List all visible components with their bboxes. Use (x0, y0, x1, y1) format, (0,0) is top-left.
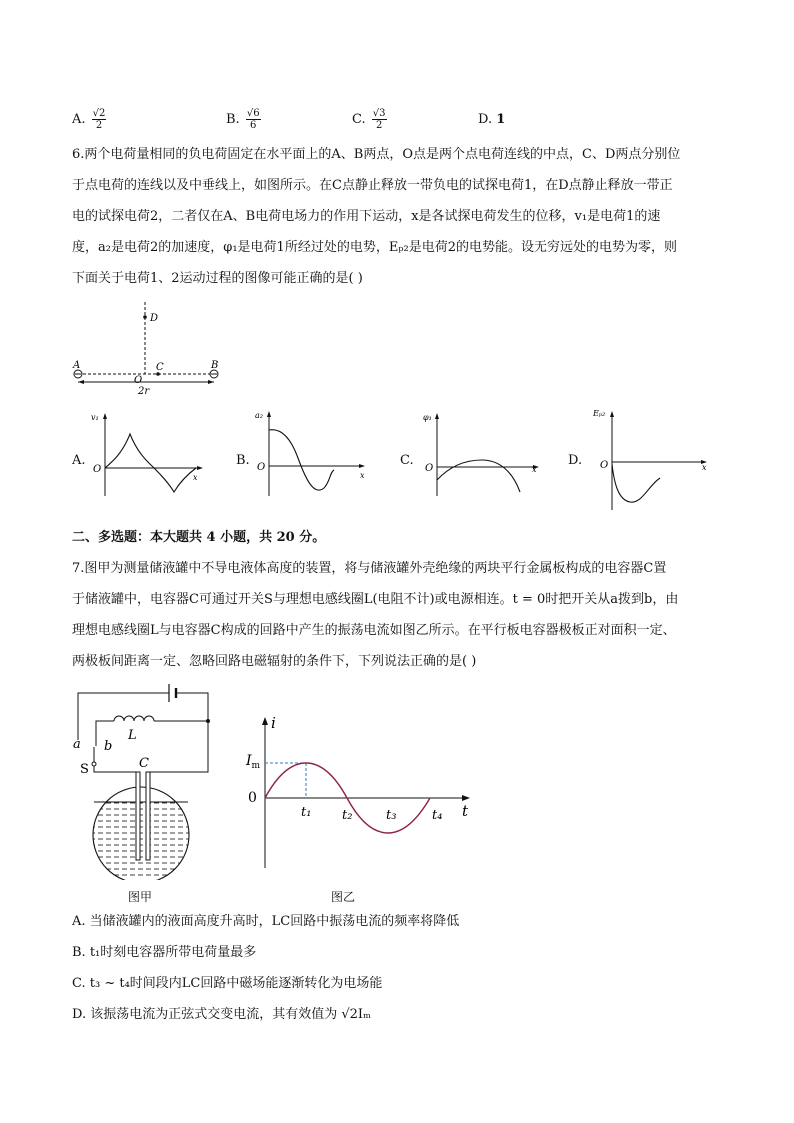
graph-b-option: B. (236, 453, 250, 468)
figure-yi-caption: 图乙 (331, 890, 356, 904)
q6-line-5: 下面关于电荷1、2运动过程的图像可能正确的是( ) (72, 271, 363, 286)
q5-option-a: A. $\frac{√2}{2}$ (72, 108, 106, 131)
graph-d-option: D. (568, 453, 583, 468)
fraction: $\frac{√2}{2}$ (92, 108, 106, 131)
graph-a-option: A. (72, 453, 86, 468)
fraction: $\frac{√3}{2}$ (372, 108, 386, 131)
zero-label: 0 (248, 790, 257, 806)
label-b: b (104, 739, 113, 754)
graph-c-option: C. (400, 453, 414, 468)
graph-a (88, 410, 208, 498)
circuit-figure (66, 680, 226, 880)
label-c: C (139, 756, 149, 771)
i-label: i (271, 714, 276, 732)
q5-option-c: C. $\frac{√3}{2}$ (352, 108, 386, 131)
q7-option-d: D. 该振荡电流为正弦式交变电流，其有效值为 √2Iₘ (72, 1007, 372, 1022)
y-axis-label: φ₁ (423, 413, 432, 422)
t1-label: t₁ (301, 805, 312, 820)
label-a: a (73, 737, 81, 752)
fraction: $\frac{√6}{6}$ (246, 108, 260, 131)
q6-line-4: 度，a₂是电荷2的加速度，φ₁是电荷1所经过处的电势，Eₚ₂是电荷2的电势能。设无穷远处的电势为零，则 (72, 240, 677, 255)
label-s: S (80, 762, 89, 777)
graph-d (590, 404, 716, 512)
origin-label: O (257, 462, 266, 473)
q7-line-1: 7.图甲为测量储液罐中不导电液体高度的装置，将与储液罐外壳绝缘的两块平行金属板构成的电容器C置 (72, 561, 667, 576)
x-axis-label: x (360, 471, 365, 480)
charge-figure (66, 298, 236, 396)
label-l: L (128, 728, 137, 743)
t4-label: t₄ (432, 808, 443, 823)
q6-line-1: 6.两个电荷量相同的负电荷固定在水平面上的A、B两点，O点是两个点电荷连线的中点，C、D两点分别位 (72, 147, 681, 162)
current-graph (240, 712, 480, 872)
label-d: D (150, 313, 159, 324)
graph-b (252, 408, 372, 500)
q7-option-a: A. 当储液罐内的液面高度升高时，LC回路中振荡电流的频率将降低 (72, 914, 460, 929)
label-2r: 2r (138, 386, 150, 396)
t3-label: t₃ (386, 808, 397, 823)
section-2-title: 二、多选题：本大题共 4 小题，共 20 分。 (72, 530, 326, 545)
q7-line-2: 于储液罐中，电容器C可通过开关S与理想电感线圈L(电阻不计)或电源相连。t = 0时把开关从a拨到b，由 (72, 592, 679, 607)
q7-option-b: B. t₁时刻电容器所带电荷量最多 (72, 945, 257, 960)
q7-option-c: C. t₃ ~ t₄时间段内LC回路中磁场能逐渐转化为电场能 (72, 976, 383, 991)
origin-label: O (600, 460, 609, 471)
im-label: $I_m$ (246, 753, 261, 771)
figure-jia-caption: 图甲 (128, 890, 153, 904)
label-o: O (134, 375, 143, 386)
label-a: A (73, 360, 81, 371)
y-axis-label: v₁ (91, 413, 99, 422)
origin-label: O (93, 464, 102, 475)
t-label: t (462, 802, 469, 820)
label-c: C (156, 362, 164, 373)
q5-option-d: D. 1 (478, 112, 506, 127)
q5-option-b: B. $\frac{√6}{6}$ (226, 108, 260, 131)
x-axis-label: x (702, 463, 707, 472)
x-axis-label: x (193, 473, 198, 482)
q7-line-4: 两极板间距离一定、忽略回路电磁辐射的条件下，下列说法正确的是( ) (72, 654, 477, 669)
y-axis-label: a₂ (255, 411, 263, 420)
graph-c (420, 410, 546, 498)
x-axis-label: x (532, 465, 537, 474)
q6-line-2: 于点电荷的连线以及中垂线上，如图所示。在C点静止释放一带负电的试探电荷1，在D点静止释放一带正 (72, 178, 673, 193)
origin-label: O (425, 463, 434, 474)
t2-label: t₂ (342, 808, 353, 823)
label-b: B (211, 360, 219, 371)
q6-line-3: 电的试探电荷2，二者仅在A、B电荷电场力的作用下运动，x是各试探电荷发生的位移，v₁是电荷1的速 (72, 209, 661, 224)
q7-line-3: 理想电感线圈L与电容器C构成的回路中产生的振荡电流如图乙所示。在平行板电容器极板正对面积一定、 (72, 623, 676, 638)
y-axis-label: Eₚ₂ (593, 409, 606, 418)
